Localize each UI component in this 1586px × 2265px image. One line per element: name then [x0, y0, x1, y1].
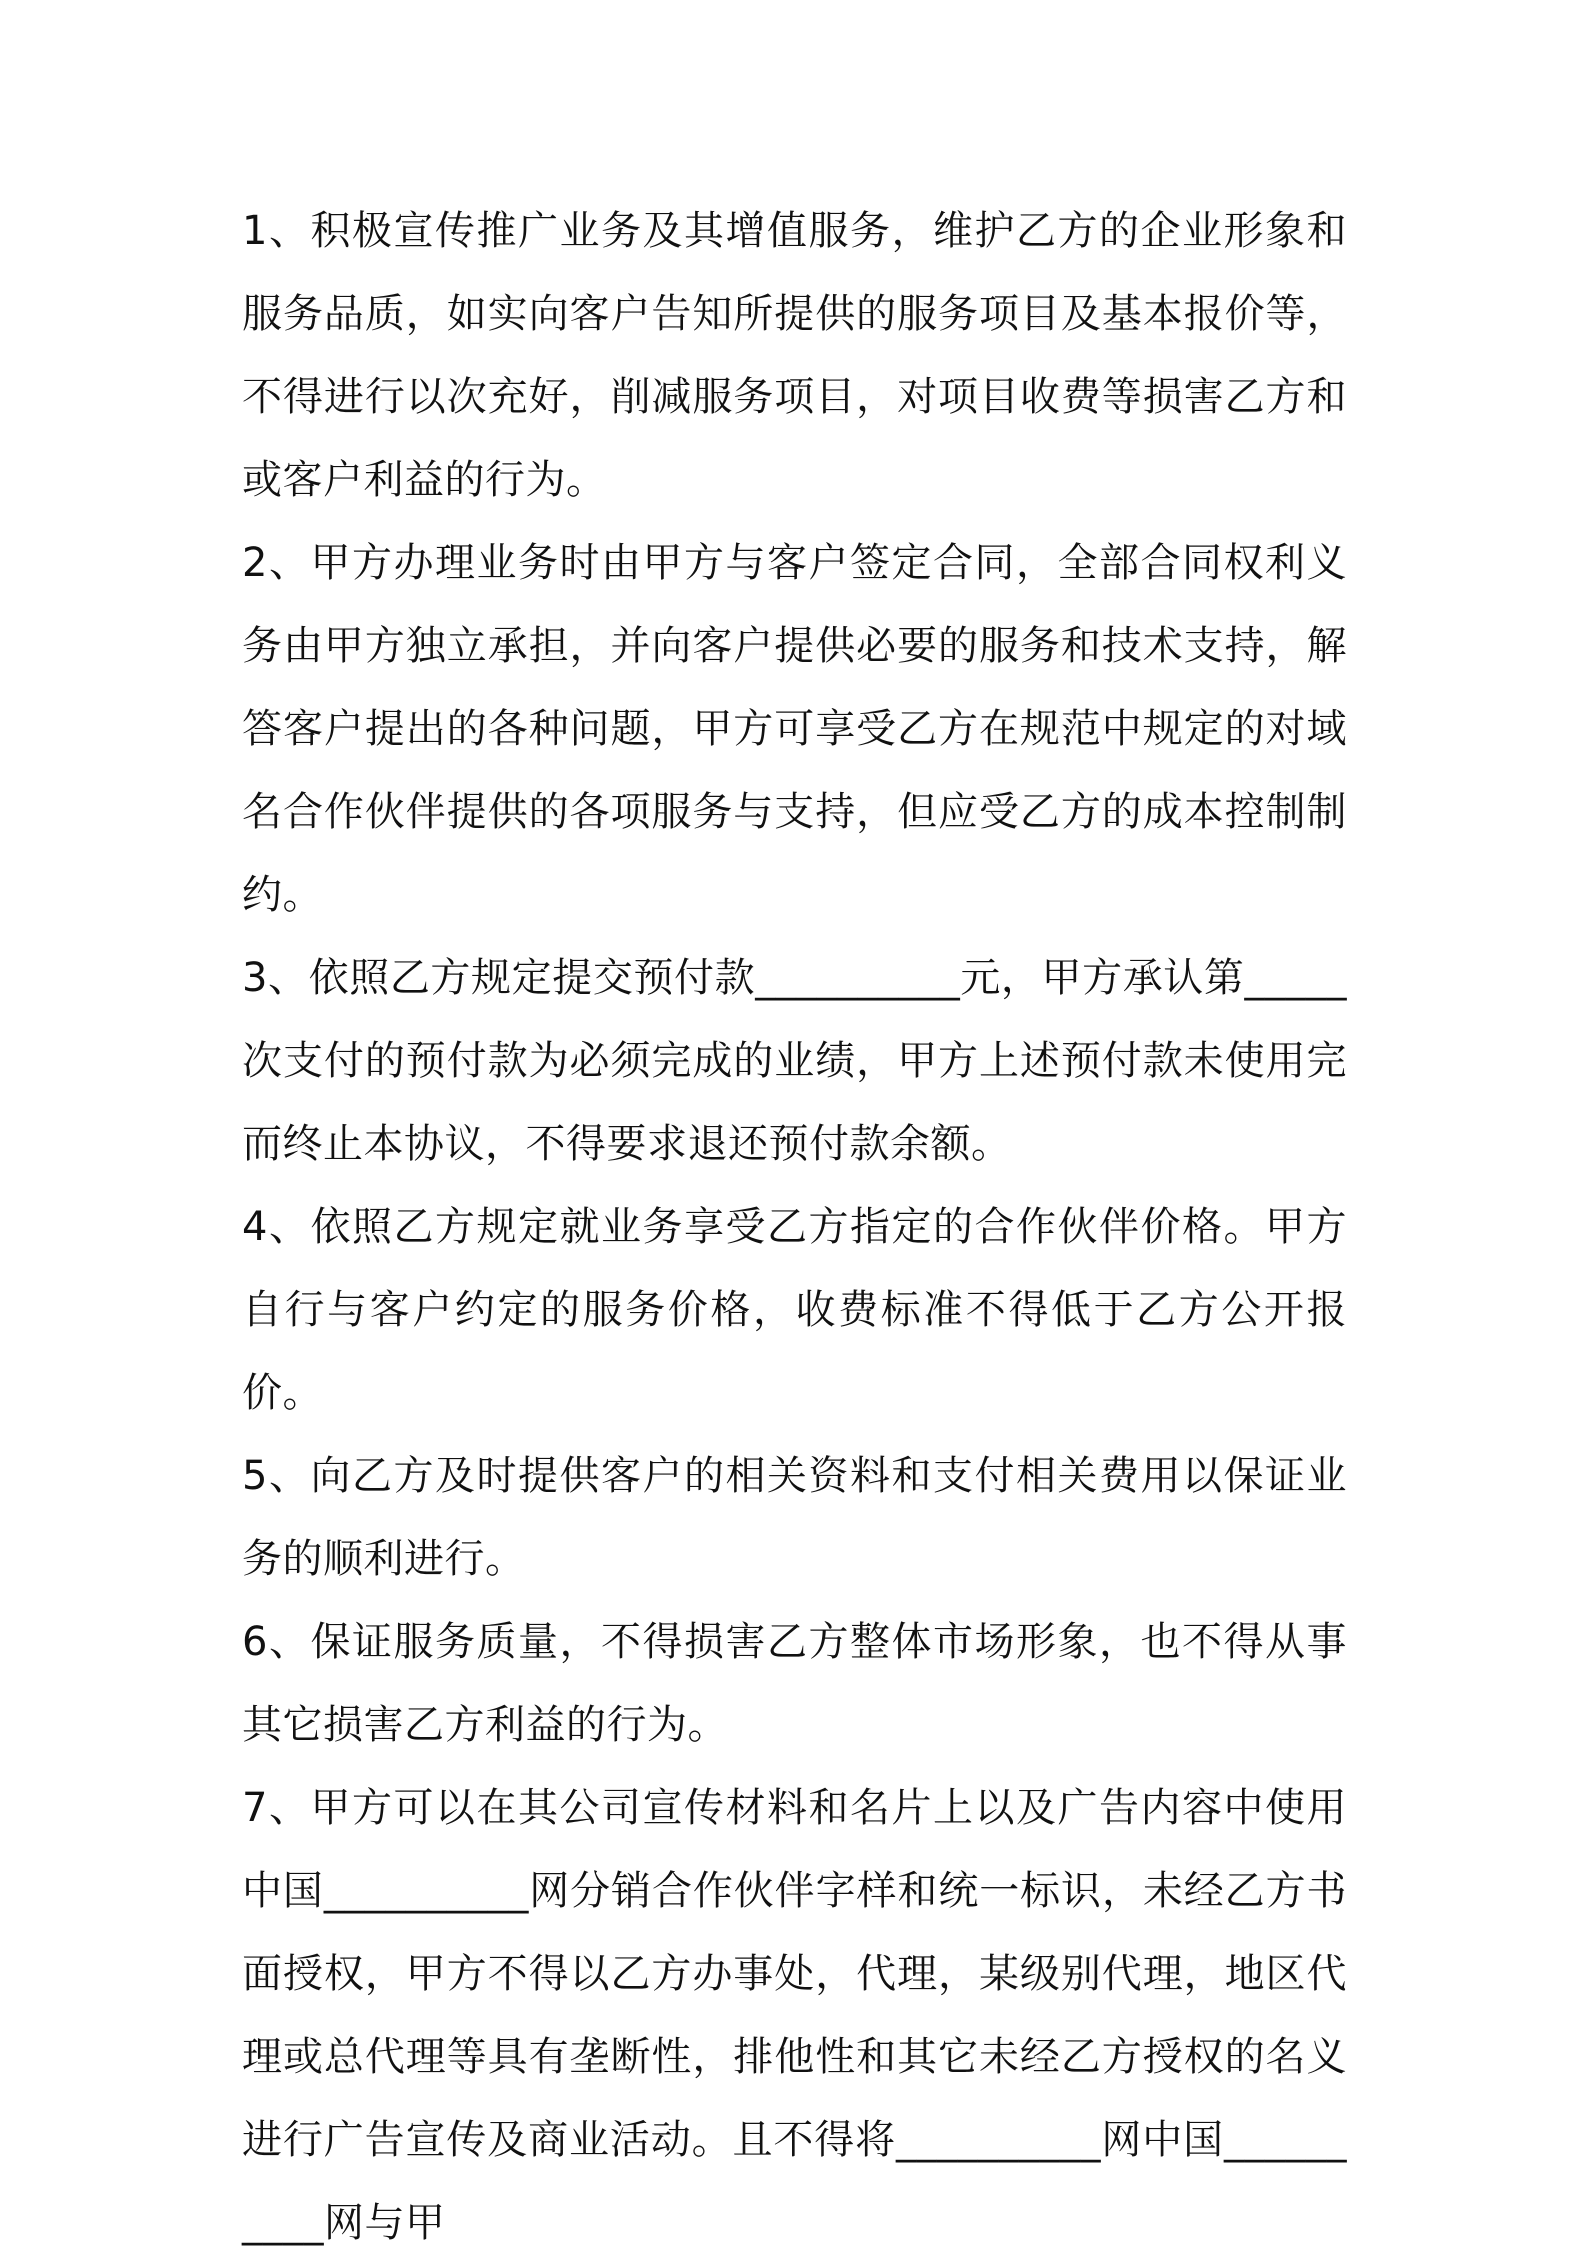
clause-6: 6、保证服务质量，不得损害乙方整体市场形象，也不得从事其它损害乙方利益的行为。 — [242, 1619, 1347, 1748]
clause-2: 2、甲方办理业务时由甲方与客户签定合同，全部合同权利义务由甲方独立承担，并向客户提供必要的服务和技术支持，解答客户提出的各种问题，甲方可享受乙方在规范中规定的对域名合作伙伴提供的各项服务与支持，但应受乙方的成本控制制约。 — [242, 540, 1347, 918]
contract-body — [242, 190, 1347, 2265]
clause-1: 1、积极宣传推广业务及其增值服务，维护乙方的企业形象和服务品质，如实向客户告知所提供的服务项目及基本报价等，不得进行以次充好，削减服务项目，对项目收费等损害乙方和或客户利益的行为。 — [242, 208, 1347, 503]
clause-5: 5、向乙方及时提供客户的相关资料和支付相关费用以保证业务的顺利进行。 — [242, 1453, 1347, 1582]
clause-7: 7、甲方可以在其公司宣传材料和名片上以及广告内容中使用中国__________网分销合作伙伴字样和统一标识，未经乙方书面授权，甲方不得以乙方办事处，代理，某级别代理，地区代理或总代理等具有垄断性，排他性和其它未经乙方授权的名义进行广告宣传及商业活动。且不得将__________网中国__________网与甲 — [242, 1785, 1347, 2246]
clause-4: 4、依照乙方规定就业务享受乙方指定的合作伙伴价格。甲方自行与客户约定的服务价格，收费标准不得低于乙方公开报价。 — [242, 1204, 1347, 1416]
clause-3: 3、依照乙方规定提交预付款__________元，甲方承认第_____次支付的预付款为必须完成的业绩，甲方上述预付款未使用完而终止本协议，不得要求退还预付款余额。 — [242, 955, 1347, 1167]
